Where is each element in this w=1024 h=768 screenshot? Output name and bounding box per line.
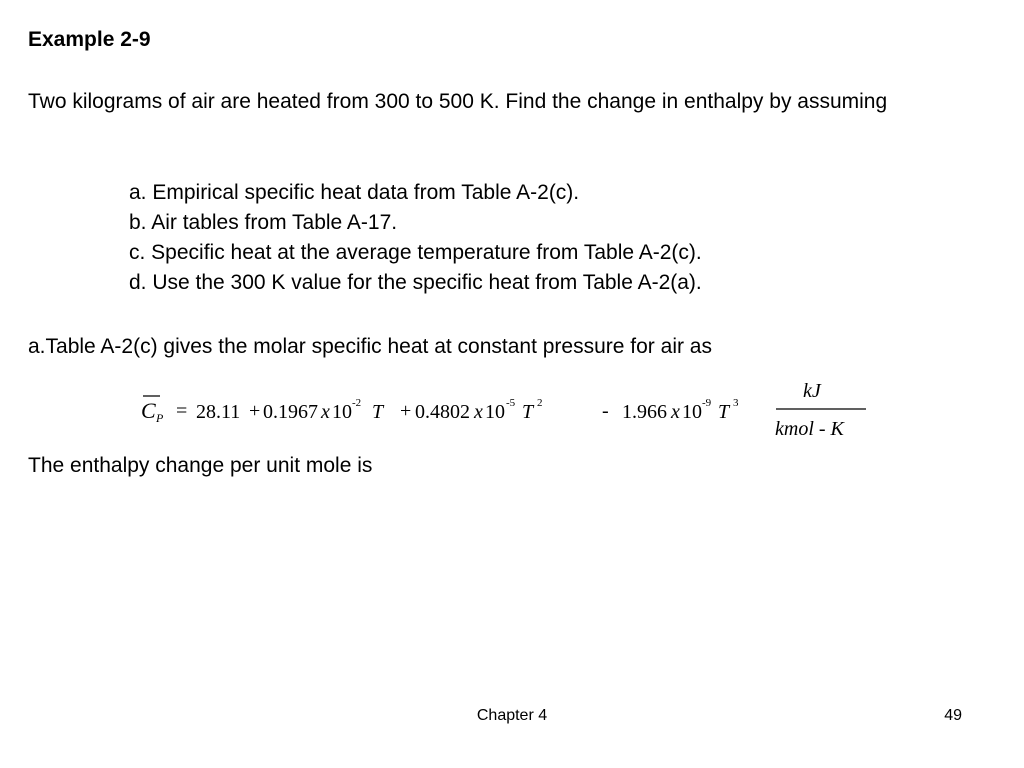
unit-numerator: kJ	[803, 380, 821, 402]
unit-denominator: kmol - K	[775, 418, 844, 440]
footer-page-number: 49	[944, 707, 962, 724]
power-2: 2	[537, 397, 543, 409]
problem-parts-list	[129, 178, 702, 298]
term-28-11: 28.11	[196, 401, 241, 423]
part-c-item: c. Specific heat at the average temperature from Table A-2(c).	[129, 241, 702, 264]
part-a-item: a. Empirical specific heat data from Table A-2(c).	[129, 181, 580, 204]
plus-sign-2: +	[400, 400, 412, 422]
ten-2: 10	[485, 401, 505, 423]
ten-3: 10	[682, 401, 702, 423]
footer-chapter: Chapter 4	[476, 707, 548, 724]
part-d-item: d. Use the 300 K value for the specific heat from Table A-2(a).	[129, 271, 702, 294]
equals-sign: =	[176, 400, 188, 422]
part-b-item: b. Air tables from Table A-17.	[129, 211, 398, 234]
times-x-1: x	[321, 401, 330, 423]
plus-sign-1: +	[249, 400, 261, 422]
example-title: Example 2-9	[28, 28, 151, 51]
exponent-minus-2: -2	[352, 397, 362, 409]
temperature-t-2: T	[522, 401, 534, 423]
exponent-minus-5: -5	[506, 397, 516, 409]
ten-1: 10	[332, 401, 352, 423]
cp-symbol: C	[141, 398, 156, 423]
specific-heat-equation	[138, 376, 878, 446]
power-3: 3	[733, 397, 739, 409]
minus-sign: -	[602, 400, 609, 422]
coef-0-4802: 0.4802	[415, 401, 470, 423]
temperature-t-3: T	[718, 401, 730, 423]
times-x-2: x	[474, 401, 483, 423]
exponent-minus-9: -9	[702, 397, 712, 409]
coef-1-966: 1.966	[622, 401, 667, 423]
temperature-t-1: T	[372, 401, 384, 423]
coef-0-1967: 0.1967	[263, 401, 318, 423]
part-a-intro: a.Table A-2(c) gives the molar specific heat at constant pressure for air as	[28, 335, 712, 358]
enthalpy-change-text: The enthalpy change per unit mole is	[28, 454, 373, 477]
problem-statement: Two kilograms of air are heated from 300 to 500 K. Find the change in enthalpy by assuming	[28, 90, 888, 113]
cp-subscript: P	[156, 411, 164, 425]
times-x-3: x	[671, 401, 680, 423]
